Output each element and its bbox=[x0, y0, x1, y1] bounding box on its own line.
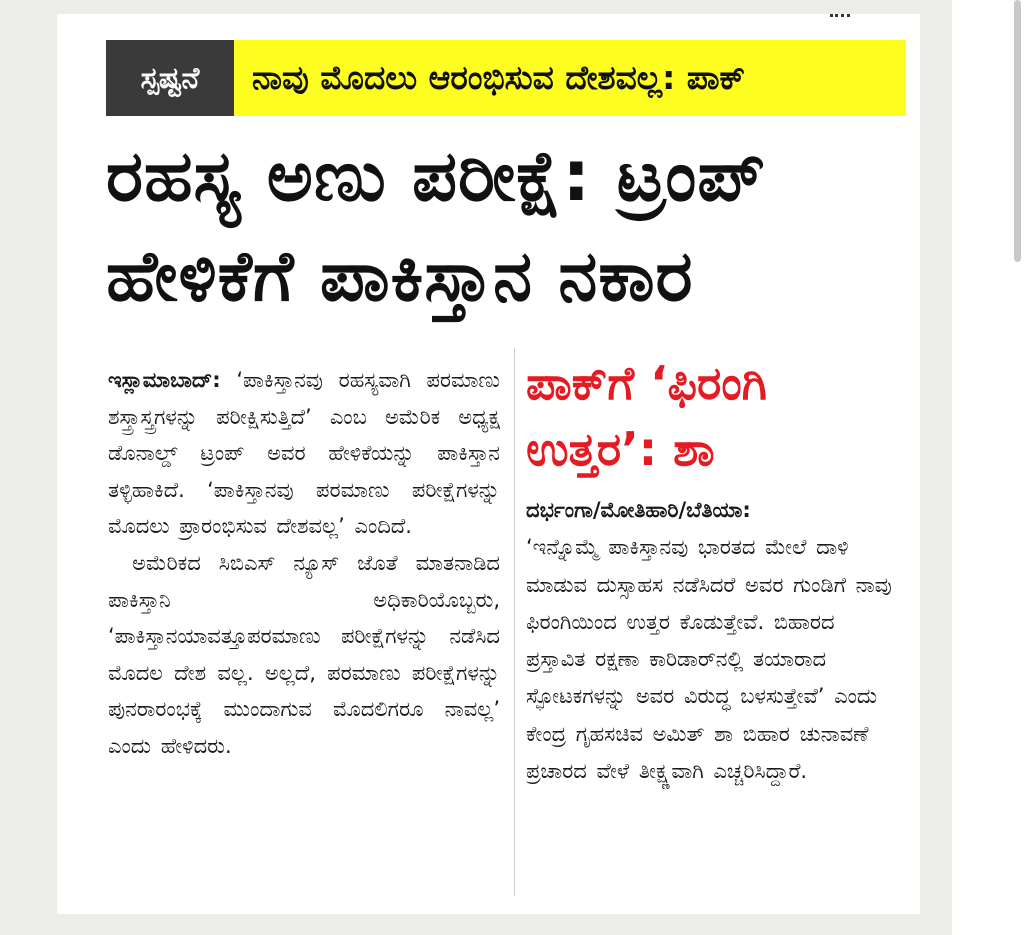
ellipsis-icon bbox=[830, 14, 850, 21]
left-paragraph-1-text: ‘ಪಾಕಿಸ್ತಾನವು ರಹಸ್ಯವಾಗಿ ಪರಮಾಣು ಶಸ್ತ್ರಾಸ್ತ್ರಗಳನ್ನು ಪರೀಕ್ಷಿಸುತ್ತಿದೆ’ ಎಂಬ ಅಮೆರಿಕ ಅಧ್ಯಕ್ಷ ಡೊನಾಲ್ಡ್ ಟ್ರಂಪ್ ಅವರ ಹೇಳಿಕೆಯನ್ನು ಪಾಕಿಸ್ತಾನ ತಳ್ಳಿಹಾಕಿದೆ. ‘ಪಾಕಿಸ್ತಾನವು ಪರಮಾಣು ಪರೀಕ್ಷೆಗಳನ್ನು ಮೊದಲು ಪ್ರಾರಂಭಿಸುವ ದೇಶವಲ್ಲ’ ಎಂದಿದೆ. bbox=[108, 368, 500, 539]
kicker-tag: ಸ್ಪಷ್ಟನೆ bbox=[106, 40, 234, 116]
main-headline bbox=[106, 126, 906, 326]
right-article-body bbox=[526, 492, 896, 790]
sub-headline-line-1: ಪಾಕ್‌ಗೆ ‘ಫಿರಂಗಿ bbox=[526, 356, 767, 410]
kicker-text: ನಾವು ಮೊದಲು ಆರಂಭಿಸುವ ದೇಶವಲ್ಲ: ಪಾಕ್ bbox=[234, 40, 906, 116]
sub-headline-line-2: ಉತ್ತರ’: ಶಾ bbox=[526, 422, 715, 476]
left-article bbox=[108, 362, 500, 765]
left-article-paragraph-2: ಅಮೆರಿಕದ ಸಿಬಿಎಸ್ ನ್ಯೂಸ್ ಜೊತೆ ಮಾತನಾಡಿದ ಪಾಕಿಸ್ತಾನಿ ಅಧಿಕಾರಿಯೊಬ್ಬರು, ‘ಪಾಕಿಸ್ತಾನಯಾವತ್ತೂಪರಮಾಣು ಪರೀಕ್ಷೆಗಳನ್ನು ನಡೆಸಿದ ಮೊದಲ ದೇಶ ವಲ್ಲ. ಅಲ್ಲದೆ, ಪರಮಾಣು ಪರೀಕ್ಷೆಗಳನ್ನು ಪುನರಾರಂಭಕ್ಕೆ ಮುಂದಾಗುವ ಮೊದಲಿಗರೂ ನಾವಲ್ಲ’ ಎಂದು ಹೇಳಿದರು. bbox=[108, 550, 500, 758]
headline-line-2: ಹೇಳಿಕೆಗೆ ಪಾಕಿಸ್ತಾನ ನಕಾರ bbox=[106, 235, 694, 317]
left-dateline: ಇಸ್ಲಾಮಾಬಾದ್: bbox=[108, 368, 221, 392]
right-article bbox=[526, 350, 896, 790]
left-article-paragraph-1 bbox=[108, 362, 500, 545]
headline-line-1: ರಹಸ್ಯ ಅಣು ಪರೀಕ್ಷೆ: ಟ್ರಂಪ್ bbox=[106, 135, 766, 217]
column-divider bbox=[514, 348, 515, 896]
kicker-bar bbox=[106, 40, 906, 116]
right-dateline: ದರ್ಭಂಗಾ/ಮೋತಿಹಾರಿ/ಬೆತಿಯಾ: bbox=[526, 498, 751, 522]
right-article-text: ‘ಇನ್ನೊಮ್ಮೆ ಪಾಕಿಸ್ತಾನವು ಭಾರತದ ಮೇಲೆ ದಾಳಿ ಮಾಡುವ ದುಸ್ಸಾಹಸ ನಡೆಸಿದರೆ ಅವರ ಗುಂಡಿಗೆ ನಾವು ಫಿರಂಗಿಯಿಂದ ಉತ್ತರ ಕೊಡುತ್ತೇವೆ. ಬಿಹಾರದ ಪ್ರಸ್ತಾವಿತ ರಕ್ಷಣಾ ಕಾರಿಡಾರ್‌ನಲ್ಲಿ ತಯಾರಾದ ಸ್ಫೋಟಕಗಳನ್ನು ಅವರ ವಿರುದ್ಧ ಬಳಸುತ್ತೇವೆ’ ಎಂದು ಕೇಂದ್ರ ಗೃಹಸಚಿವ ಅಮಿತ್ ಶಾ ಬಿಹಾರ ಚುನಾವಣೆ ಪ್ರಚಾರದ ವೇಳೆ ತೀಕ್ಷ್ಣವಾಗಿ ಎಚ್ಚರಿಸಿದ್ದಾರೆ. bbox=[526, 535, 892, 784]
scrollbar-thumb[interactable] bbox=[1014, 0, 1021, 262]
